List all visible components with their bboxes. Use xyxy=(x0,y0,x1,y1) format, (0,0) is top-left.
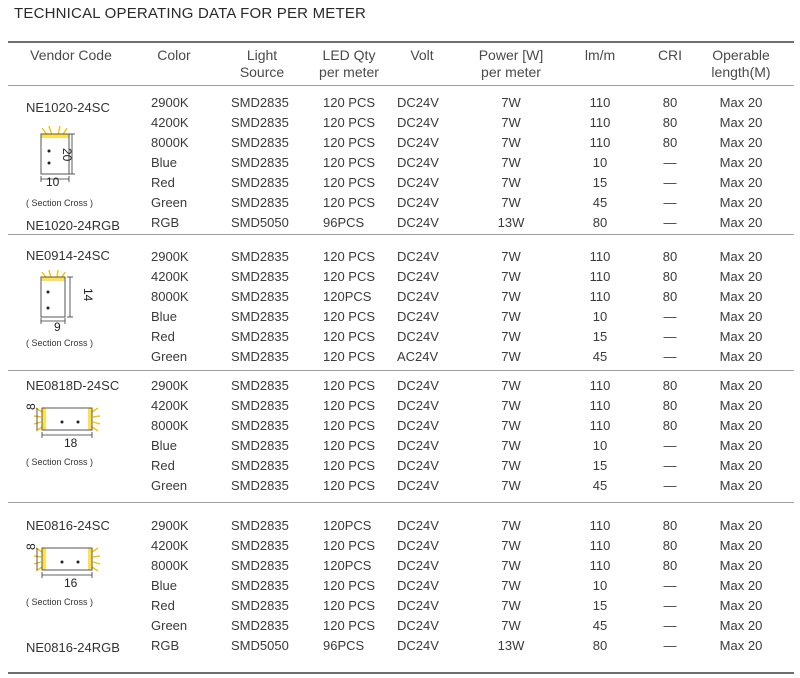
cell-color: Blue xyxy=(151,438,178,453)
cell-lm: 45 xyxy=(592,195,608,210)
vendor-code-rgb: NE0816-24RGB xyxy=(26,640,120,655)
cell-operable-length: Max 20 xyxy=(719,309,763,324)
cell-led-qty: 120 PCS xyxy=(323,115,376,130)
cell-lm: 45 xyxy=(592,618,608,633)
header-color: Color xyxy=(157,47,191,63)
cell-cri: 80 xyxy=(662,289,678,304)
cell-operable-length: Max 20 xyxy=(719,95,763,110)
cell-volt: DC24V xyxy=(397,249,439,264)
cell-light-source: SMD2835 xyxy=(231,309,289,324)
cell-cri: — xyxy=(663,478,677,493)
cell-power: 7W xyxy=(501,155,521,170)
dimension-height: 8 xyxy=(24,543,38,550)
cell-volt: DC24V xyxy=(397,95,439,110)
cell-volt: DC24V xyxy=(397,418,439,433)
cell-cri: 80 xyxy=(662,269,678,284)
header-separator xyxy=(8,85,794,86)
cell-cri: 80 xyxy=(662,518,678,533)
dimension-height: 14 xyxy=(81,288,95,302)
cell-operable-length: Max 20 xyxy=(719,135,763,150)
cell-operable-length: Max 20 xyxy=(719,349,763,364)
cell-light-source: SMD2835 xyxy=(231,578,289,593)
cell-power: 7W xyxy=(501,329,521,344)
dimension-width: 18 xyxy=(64,436,78,450)
cell-led-qty: 120 PCS xyxy=(323,438,376,453)
cell-cri: 80 xyxy=(662,95,678,110)
vendor-code: NE0818D-24SC xyxy=(26,378,120,393)
cell-cri: 80 xyxy=(662,558,678,573)
cell-color: 8000K xyxy=(151,558,189,573)
cell-led-qty: 120 PCS xyxy=(323,458,376,473)
cell-operable-length: Max 20 xyxy=(719,618,763,633)
cell-power: 7W xyxy=(501,618,521,633)
cell-light-source: SMD2835 xyxy=(231,458,289,473)
cell-cri: — xyxy=(663,618,677,633)
cell-volt: DC24V xyxy=(397,135,439,150)
cell-led-qty: 120 PCS xyxy=(323,175,376,190)
cell-power: 7W xyxy=(501,598,521,613)
cell-color: 8000K xyxy=(151,289,189,304)
cell-volt: DC24V xyxy=(397,175,439,190)
cell-led-qty: 120 PCS xyxy=(323,538,376,553)
cell-operable-length: Max 20 xyxy=(719,249,763,264)
cell-volt: DC24V xyxy=(397,289,439,304)
cell-cri: 80 xyxy=(662,249,678,264)
cell-power: 7W xyxy=(501,95,521,110)
cell-cri: — xyxy=(663,175,677,190)
cell-light-source: SMD2835 xyxy=(231,398,289,413)
dimension-width: 9 xyxy=(54,320,61,334)
group-separator xyxy=(8,234,794,235)
cell-color: 4200K xyxy=(151,398,189,413)
cell-led-qty: 120PCS xyxy=(323,518,372,533)
vendor-code-rgb: NE1020-24RGB xyxy=(26,218,120,233)
cell-power: 7W xyxy=(501,418,521,433)
cell-cri: — xyxy=(663,329,677,344)
cell-led-qty: 120 PCS xyxy=(323,155,376,170)
cell-cri: 80 xyxy=(662,538,678,553)
cell-light-source: SMD2835 xyxy=(231,478,289,493)
cell-light-source: SMD2835 xyxy=(231,135,289,150)
cell-led-qty: 120 PCS xyxy=(323,378,376,393)
cell-cri: — xyxy=(663,458,677,473)
cell-volt: DC24V xyxy=(397,115,439,130)
cell-volt: DC24V xyxy=(397,378,439,393)
cell-light-source: SMD2835 xyxy=(231,155,289,170)
header-lm: lm/m xyxy=(584,47,616,63)
cell-cri: 80 xyxy=(662,135,678,150)
cell-power: 7W xyxy=(501,518,521,533)
header-power: Power [W] per meter xyxy=(478,47,544,80)
cell-volt: DC24V xyxy=(397,269,439,284)
cell-color: Red xyxy=(151,329,175,344)
cell-lm: 110 xyxy=(589,249,611,264)
cell-light-source: SMD2835 xyxy=(231,438,289,453)
glow-icon xyxy=(34,548,100,571)
cell-color: RGB xyxy=(151,215,180,230)
cell-color: 4200K xyxy=(151,269,189,284)
cell-color: RGB xyxy=(151,638,180,653)
group-separator xyxy=(8,502,794,503)
cell-cri: — xyxy=(663,598,677,613)
cell-color: Green xyxy=(151,195,188,210)
cell-color: Red xyxy=(151,598,175,613)
cell-led-qty: 120 PCS xyxy=(323,309,376,324)
cell-cri: 80 xyxy=(662,398,678,413)
table-top-border xyxy=(8,41,794,43)
section-cross-label: ( Section Cross ) xyxy=(26,597,94,607)
cell-led-qty: 120 PCS xyxy=(323,95,376,110)
cell-volt: DC24V xyxy=(397,215,439,230)
cell-cri: — xyxy=(663,438,677,453)
cell-light-source: SMD2835 xyxy=(231,195,289,210)
cell-operable-length: Max 20 xyxy=(719,578,763,593)
vendor-code: NE0816-24SC xyxy=(26,518,110,533)
cell-led-qty: 120 PCS xyxy=(323,418,376,433)
cell-operable-length: Max 20 xyxy=(719,598,763,613)
cell-led-qty: 120 PCS xyxy=(323,135,376,150)
cell-volt: DC24V xyxy=(397,438,439,453)
cell-power: 13W xyxy=(497,638,525,653)
cell-color: 2900K xyxy=(151,95,189,110)
cell-operable-length: Max 20 xyxy=(719,289,763,304)
cell-led-qty: 120 PCS xyxy=(323,578,376,593)
cell-led-qty: 120PCS xyxy=(323,558,372,573)
cell-light-source: SMD2835 xyxy=(231,175,289,190)
cell-operable-length: Max 20 xyxy=(719,558,763,573)
cell-lm: 110 xyxy=(589,378,611,393)
cell-led-qty: 120 PCS xyxy=(323,349,376,364)
cell-lm: 110 xyxy=(589,135,611,150)
cell-color: Green xyxy=(151,618,188,633)
cell-light-source: SMD2835 xyxy=(231,289,289,304)
cell-volt: DC24V xyxy=(397,638,439,653)
cell-power: 7W xyxy=(501,175,521,190)
cell-lm: 10 xyxy=(592,578,608,593)
cell-power: 7W xyxy=(501,458,521,473)
cell-cri: 80 xyxy=(662,115,678,130)
dimension-width: 10 xyxy=(46,175,60,189)
section-cross-label: ( Section Cross ) xyxy=(26,198,94,208)
cell-color: Blue xyxy=(151,578,178,593)
cell-color: 2900K xyxy=(151,518,189,533)
cell-light-source: SMD2835 xyxy=(231,518,289,533)
vendor-code: NE0914-24SC xyxy=(26,248,110,263)
header-volt: Volt xyxy=(410,47,434,63)
cell-light-source: SMD2835 xyxy=(231,598,289,613)
cell-lm: 110 xyxy=(589,518,611,533)
cell-volt: DC24V xyxy=(397,578,439,593)
glow-icon xyxy=(34,408,100,431)
cell-lm: 80 xyxy=(592,638,608,653)
cell-power: 7W xyxy=(501,378,521,393)
section-cross-label: ( Section Cross ) xyxy=(26,457,94,467)
cell-color: Red xyxy=(151,458,175,473)
cell-light-source: SMD2835 xyxy=(231,329,289,344)
cell-led-qty: 120 PCS xyxy=(323,269,376,284)
cell-lm: 45 xyxy=(592,349,608,364)
section-cross-label: ( Section Cross ) xyxy=(26,338,94,348)
cell-lm: 80 xyxy=(592,215,608,230)
cell-light-source: SMD2835 xyxy=(231,269,289,284)
cell-led-qty: 120 PCS xyxy=(323,195,376,210)
page-title: TECHNICAL OPERATING DATA FOR PER METER xyxy=(14,5,367,22)
cell-operable-length: Max 20 xyxy=(719,215,763,230)
cell-color: Green xyxy=(151,478,188,493)
cell-lm: 15 xyxy=(592,458,608,473)
cell-cri: 80 xyxy=(662,378,678,393)
cell-light-source: SMD2835 xyxy=(231,618,289,633)
cell-volt: AC24V xyxy=(397,349,439,364)
cell-lm: 110 xyxy=(589,558,611,573)
cell-power: 7W xyxy=(501,398,521,413)
cell-led-qty: 120 PCS xyxy=(323,398,376,413)
dimension-height: 8 xyxy=(24,403,38,410)
cell-cri: — xyxy=(663,578,677,593)
cell-lm: 110 xyxy=(589,95,611,110)
header-led-qty: LED Qty per meter xyxy=(319,47,379,80)
cell-power: 7W xyxy=(501,289,521,304)
cell-operable-length: Max 20 xyxy=(719,175,763,190)
cell-operable-length: Max 20 xyxy=(719,155,763,170)
cell-operable-length: Max 20 xyxy=(719,538,763,553)
header-operable-length: Operable length(M) xyxy=(711,47,771,80)
cell-volt: DC24V xyxy=(397,598,439,613)
cell-color: Blue xyxy=(151,155,178,170)
cell-cri: 80 xyxy=(662,418,678,433)
cell-operable-length: Max 20 xyxy=(719,329,763,344)
cell-lm: 110 xyxy=(589,398,611,413)
header-light-source: Light Source xyxy=(239,47,285,80)
group-separator xyxy=(8,370,794,371)
cell-power: 7W xyxy=(501,115,521,130)
cell-power: 7W xyxy=(501,269,521,284)
cell-volt: DC24V xyxy=(397,478,439,493)
cell-lm: 10 xyxy=(592,309,608,324)
cell-power: 7W xyxy=(501,538,521,553)
cell-color: Red xyxy=(151,175,175,190)
vendor-code: NE1020-24SC xyxy=(26,100,110,115)
cell-cri: — xyxy=(663,349,677,364)
cell-volt: DC24V xyxy=(397,309,439,324)
cell-cri: — xyxy=(663,155,677,170)
cell-light-source: SMD2835 xyxy=(231,378,289,393)
cell-cri: — xyxy=(663,195,677,210)
table-bottom-border xyxy=(8,672,794,674)
cell-led-qty: 120 PCS xyxy=(323,618,376,633)
cell-operable-length: Max 20 xyxy=(719,195,763,210)
cell-operable-length: Max 20 xyxy=(719,438,763,453)
cell-operable-length: Max 20 xyxy=(719,418,763,433)
cell-light-source: SMD2835 xyxy=(231,418,289,433)
cell-operable-length: Max 20 xyxy=(719,398,763,413)
cell-power: 7W xyxy=(501,135,521,150)
cell-cri: — xyxy=(663,309,677,324)
cell-lm: 110 xyxy=(589,115,611,130)
cell-lm: 10 xyxy=(592,155,608,170)
cell-color: 8000K xyxy=(151,135,189,150)
cell-light-source: SMD2835 xyxy=(231,558,289,573)
cell-volt: DC24V xyxy=(397,458,439,473)
cell-operable-length: Max 20 xyxy=(719,115,763,130)
cell-led-qty: 96PCS xyxy=(323,215,365,230)
cell-volt: DC24V xyxy=(397,398,439,413)
cell-power: 7W xyxy=(501,558,521,573)
cell-color: 8000K xyxy=(151,418,189,433)
cell-volt: DC24V xyxy=(397,518,439,533)
cell-lm: 110 xyxy=(589,289,611,304)
cell-operable-length: Max 20 xyxy=(719,518,763,533)
cell-volt: DC24V xyxy=(397,329,439,344)
cell-operable-length: Max 20 xyxy=(719,269,763,284)
cell-lm: 110 xyxy=(589,538,611,553)
cell-power: 7W xyxy=(501,349,521,364)
cell-led-qty: 120 PCS xyxy=(323,598,376,613)
cell-lm: 45 xyxy=(592,478,608,493)
cell-led-qty: 120 PCS xyxy=(323,329,376,344)
cell-power: 7W xyxy=(501,478,521,493)
cell-lm: 15 xyxy=(592,329,608,344)
cell-light-source: SMD5050 xyxy=(231,638,289,653)
cell-volt: DC24V xyxy=(397,618,439,633)
cell-light-source: SMD2835 xyxy=(231,95,289,110)
header-cri: CRI xyxy=(657,47,683,63)
cell-volt: DC24V xyxy=(397,195,439,210)
cell-light-source: SMD2835 xyxy=(231,538,289,553)
cell-operable-length: Max 20 xyxy=(719,478,763,493)
cell-color: 2900K xyxy=(151,378,189,393)
cell-operable-length: Max 20 xyxy=(719,378,763,393)
cell-lm: 110 xyxy=(589,418,611,433)
cell-color: 2900K xyxy=(151,249,189,264)
dimension-width: 16 xyxy=(64,576,78,590)
cell-power: 13W xyxy=(497,215,525,230)
cell-cri: — xyxy=(663,215,677,230)
cell-volt: DC24V xyxy=(397,538,439,553)
cell-volt: DC24V xyxy=(397,155,439,170)
cell-lm: 110 xyxy=(589,269,611,284)
cell-led-qty: 120 PCS xyxy=(323,249,376,264)
header-vendor-code: Vendor Code xyxy=(30,47,112,63)
cell-lm: 15 xyxy=(592,598,608,613)
cell-operable-length: Max 20 xyxy=(719,458,763,473)
cell-power: 7W xyxy=(501,309,521,324)
glow-icon xyxy=(41,270,65,281)
dimension-height: 20 xyxy=(60,148,74,162)
cell-light-source: SMD2835 xyxy=(231,115,289,130)
cell-volt: DC24V xyxy=(397,558,439,573)
cell-light-source: SMD2835 xyxy=(231,349,289,364)
cell-color: 4200K xyxy=(151,538,189,553)
cell-power: 7W xyxy=(501,195,521,210)
glow-icon xyxy=(41,126,69,138)
cell-operable-length: Max 20 xyxy=(719,638,763,653)
cell-lm: 15 xyxy=(592,175,608,190)
cell-light-source: SMD5050 xyxy=(231,215,289,230)
cell-light-source: SMD2835 xyxy=(231,249,289,264)
cell-led-qty: 120PCS xyxy=(323,289,372,304)
cell-power: 7W xyxy=(501,578,521,593)
cell-color: Green xyxy=(151,349,188,364)
cell-led-qty: 96PCS xyxy=(323,638,365,653)
cell-power: 7W xyxy=(501,438,521,453)
cell-color: Blue xyxy=(151,309,178,324)
cell-cri: — xyxy=(663,638,677,653)
cell-lm: 10 xyxy=(592,438,608,453)
cell-power: 7W xyxy=(501,249,521,264)
cell-led-qty: 120 PCS xyxy=(323,478,376,493)
cell-color: 4200K xyxy=(151,115,189,130)
